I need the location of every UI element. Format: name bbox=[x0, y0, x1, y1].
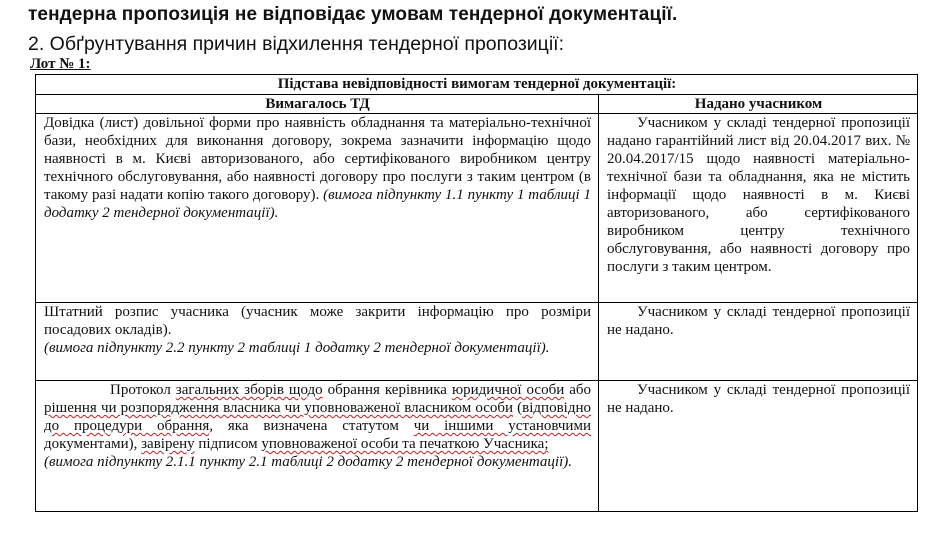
table-row bbox=[36, 303, 918, 381]
nonconformity-table bbox=[35, 74, 918, 512]
lot-label: Лот № 1: bbox=[30, 56, 91, 72]
table-row bbox=[36, 381, 918, 512]
requirement-reference: (вимога підпункту 2.2 пункту 2 таблиці 1 додатку 2 тендерної документації). bbox=[44, 340, 550, 356]
provided-cell: Учасником у складі тендерної пропозиції не надано. bbox=[599, 381, 918, 512]
required-cell bbox=[36, 114, 599, 303]
column-header-provided: Надано учасником bbox=[599, 95, 918, 114]
required-cell bbox=[36, 381, 599, 512]
required-text: Протокол загальних зборів щодо обрання керівника юридичної особи або рішення чи розпорядження власника чи уповноваженої власником особи (відповідно до процедури обрання, яка визначена статутом чи іншими установчими документами), завірену підписом уповноваженої особи та печаткою Учасника; bbox=[44, 382, 591, 452]
requirement-reference: (вимога підпункту 2.1.1 пункту 2.1 таблиці 2 додатку 2 тендерної документації). bbox=[44, 454, 573, 470]
table-title: Підстава невідповідності вимогам тендерної документації: bbox=[36, 75, 918, 95]
required-cell bbox=[36, 303, 599, 381]
required-text: Штатний розпис учасника (учасник може закрити інформацію про розміри посадових окладів). bbox=[44, 304, 591, 338]
provided-cell: Учасником у складі тендерної пропозиції не надано. bbox=[599, 303, 918, 381]
provided-cell: Учасником у складі тендерної пропозиції надано гарантійний лист від 20.04.2017 вих. № 20.04.2017/15 щодо наявності матеріально-технічної бази та обладнання, яка не містить інформації щодо наявності в м. Києві авторизованого, або сертифікованого виробником центру технічного обслуговування, або наявності договору про послуги з таким центром. bbox=[599, 114, 918, 303]
column-header-required: Вимагалось ТД bbox=[36, 95, 599, 114]
section-heading: 2. Обґрунтування причин відхилення тендерної пропозиції: bbox=[28, 33, 565, 55]
table-row bbox=[36, 114, 918, 303]
required-text: Довідка (лист) довільної форми про наявність обладнання та матеріально-технічної бази, необхідних для виконання договору, зокрема зазначити інформацію щодо наявності в м. Києві авторизованого, або сертифікованого виробником центру технічного обслуговування, або наявності договору про послуги з таким центром (в такому разі надати копію такого договору). bbox=[44, 115, 591, 203]
requirement-reference: (вимога підпункту 1.1 пункту 1 таблиці 1 додатку 2 тендерної документації). bbox=[44, 187, 592, 221]
rejection-statement: тендерна пропозиція не відповідає умовам тендерної документації. bbox=[28, 4, 678, 25]
